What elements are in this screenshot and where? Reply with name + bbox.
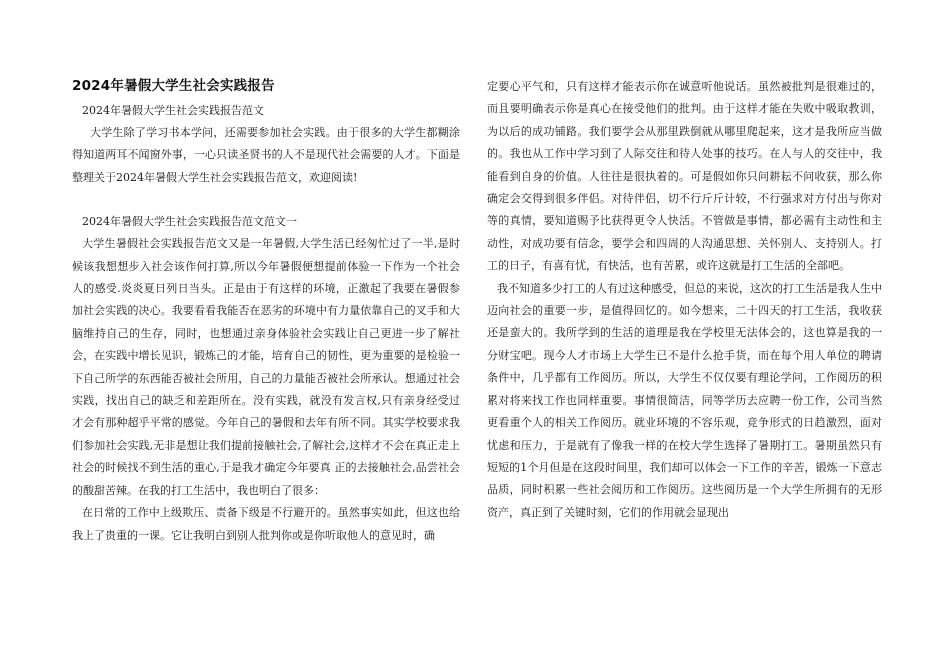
paragraph-gap xyxy=(72,189,460,211)
intro-paragraph: 大学生除了学习书本学问，还需要参加社会实践。由于很多的大学生都糊涂得知道两耳不闻窗外事，一心只读圣贤书的人不是现代社会需要的人才。下面是整理关于2024年暑假大学生社会实践报告范文，欢迎阅读! xyxy=(72,126,460,184)
body-paragraph-2: 在日常的工作中上级欺压、责备下级是不行避开的。虽然事实如此，但这也给我上了贵重的一课。它让我明白到别人批判你或是你听取他人的意见时，确 xyxy=(72,506,460,542)
right-column xyxy=(487,76,882,524)
body-paragraph-4: 我不知道多少打工的人有过这种感受，但总的来说，这次的打工生活是我人生中迈向社会的重要一步，是值得回忆的。如今想来，二十四天的打工生活，我收获还是蛮大的。我所学到的生活的道理是我在学校里无法体会的，这也算是我的一分财宝吧。现今人才市场上大学生已不是什么抢手货，而在每个用人单位的聘请条件中，几乎都有工作阅历。所以，大学生不仅仅要有理论学问，工作阅历的积累对将来找工作也同样重要。事情很简洁，同等学历去应聘一份工作，公司当然更看重个人的相关工作阅历。就业环境的不容乐观，竞争形式的日趋激烈，面对忧虑和压力，于是就有了像我一样的在校大学生选择了暑期打工。暑期虽然只有短短的1个月但是在这段时间里，我们却可以体会一下工作的辛苦，锻炼一下意志品质，同时积累一些社会阅历和工作阅历。这些阅历是一个大学生所拥有的无形资产，真正到了关键时刻，它们的作用就会显现出 xyxy=(487,281,882,519)
body-paragraph-1: 大学生暑假社会实践报告范文又是一年暑假,大学生活已经匆忙过了一半,是时候该我想想步入社会该作何打算,所以今年暑假便想提前体验一下作为一个社会人的感受.炎炎夏日列日当头。正是由于有这样的环境，正激起了我要在暑假参加社会实践的决心。我要看看我能否在恶劣的环境中有力量依靠自己的叉手和大脑维持自己的生存，同时，也想通过亲身体验社会实践让自己更进一步了解社会，在实践中增长见识，锻炼己的才能，培育自己的韧性，更为重要的是检验一下自己所学的东西能否被社会所用，自己的力量能否被社会所承认。想通过社会实践，找出自己的缺乏和差距所在。没有实践，就没有发言权,只有亲身经受过才会有那种超乎平常的感觉。今年自己的暑假和去年有所不同。其实学校要求我们参加社会实践,无非是想让我们提前接触社会,了解社会,这样才不会在真正走上社会的时候找不到生活的重心,于是我才确定今年要真 正的去接触社会,品尝社会的酸甜苦辣。在我的打工生活中，我也明白了很多： xyxy=(72,237,460,497)
document-subtitle: 2024年暑假大学生社会实践报告范文 xyxy=(82,104,264,117)
section-heading: 2024年暑假大学生社会实践报告范文范文一 xyxy=(82,215,297,229)
body-paragraph-3: 定要心平气和，只有这样才能表示你在诚意听他说话。虽然被批判是很难过的，而且要明确表示你是真心在接受他们的批判。由于这样才能在失败中吸取教训，为以后的成功铺路。我们要学会从那里跌倒就从哪里爬起来，这才是我所应当做的。我也从工作中学习到了人际交往和待人处事的技巧。在人与人的交往中，我能看到自身的价值。人往往是很执着的。可是假如你只问耕耘不问收获，那么你确定会交得到很多伴侣。对待伴侣，切不行斤斤计较，不行强求对方付出与你对等的真情，要知道赐予比获得更令人快活。不管做是事情，都必需有主动性和主动性，对成功要有信念，要学会和四周的人沟通思想、关怀别人、支持别人。打工的日子，有喜有忧，有快活，也有苦累，或许这就是打工生活的全部吧。 xyxy=(487,80,882,273)
left-column xyxy=(72,76,460,547)
document-title: 2024年暑假大学生社会实践报告 xyxy=(72,78,275,94)
